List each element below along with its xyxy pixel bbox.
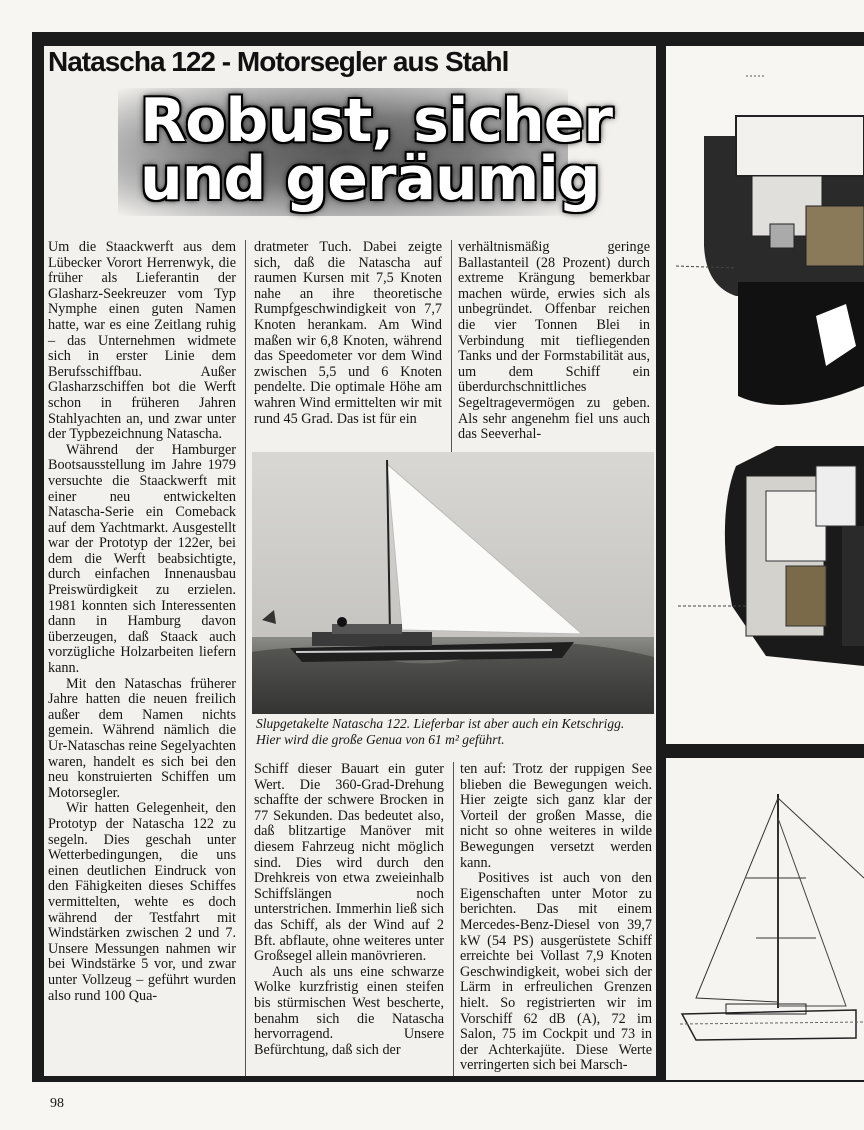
sailboat-photo-image bbox=[252, 452, 654, 714]
column-3 bbox=[458, 240, 650, 443]
paragraph: Schiff dieser Bauart ein guter Wert. Die 360-Grad-Drehung schaffte der schwere Brocken in 77 Sekunden. Das bedeutet also, daß blitzartige Manöver mit diesem Fahrzeug nicht möglich sind. Dies wird durch den Drehkreis von etwa zweieinhalb Schiffslängen noch unterstrichen. Immerhin ließ sich das Schiff, als der Wind auf 2 Bft. abflaute, ohne weiteres unter Großsegel allein manövrieren. bbox=[254, 761, 444, 965]
paragraph: Um die Staackwerft aus dem Lübecker Vorort Herrenwyk, die früher als Lieferantin der Glasharz-Seekreuzer vom Typ Nymphe einen guten Namen hatte, war es eine Zeitlang ruhig – das Unternehmen widmete sich in erster Linie dem Berufsschiffbau. Außer Glasharzschiffen bot die Werft schon in früheren Jahren Stahlyachten an, und zwar unter der Typbezeichnung Natascha. bbox=[48, 239, 236, 443]
paragraph: verhältnismäßig geringe Ballastanteil (28 Prozent) durch extreme Krängung bemerkbar machen würde, erwies sich als unbegründet. Offenbar reichen die vier Tonnen Blei in Verbindung mit tiefliegenden Tanks und der Formstabilität aus, um dem Schiff ein überdurchschnittliches Segeltragevermögen zu geben. Als sehr angenehm fiel uns auch das Seeverhal- bbox=[458, 239, 650, 443]
page-number: 98 bbox=[50, 1096, 64, 1111]
deck-plan-drawing bbox=[666, 46, 864, 744]
photo-caption: Slupgetakelte Natascha 122. Lieferbar ist aber auch ein Ketschrigg. Hier wird die große Genua von 61 m² geführt. bbox=[256, 716, 625, 747]
paragraph: Wir hatten Gelegenheit, den Prototyp der Natascha 122 zu segeln. Dies geschah unter Wetterbedingungen, die uns einen deutlichen Eindruck von den Fähigkeiten dieses Schiffes vermittelten, wehte es doch während der Testfahrt mit Windstärken zwischen 2 und 7. Unsere Messungen nahmen wir bei Windstärke 5 vor, und zwar unter Vollzeug – geführt wurden also rund 100 Qua- bbox=[48, 800, 236, 1004]
paragraph: ten auf: Trotz der ruppigen See blieben die Bewegungen weich. Hier zeigte sich ganz klar der Vorteil der großen Masse, die nicht so ohne weiteres in wilde Bewegungen versetzt werden kann. bbox=[460, 761, 652, 871]
headline bbox=[140, 86, 613, 214]
paragraph: dratmeter Tuch. Dabei zeigte sich, daß die Natascha auf raumen Kursen mit 7,5 Knoten nahe an ihre theoretische Rumpfgeschwindigkeit von 7,7 Knoten herankam. Am Wind maßen wir 6,8 Knoten, während das Speedometer vor dem Wind zwischen 5,5 und 6 Knoten pendelte. Die optimale Höhe am wahren Wind ermittelten wir mit rund 45 Grad. Das ist für ein bbox=[254, 239, 442, 427]
headline-line-1: Robust, sicher bbox=[140, 86, 613, 156]
article-title: Natascha 122 - Motorsegler aus Stahl bbox=[48, 46, 509, 77]
column-1 bbox=[48, 240, 236, 1004]
column-5 bbox=[460, 762, 652, 1074]
sail-plan-drawing bbox=[666, 758, 864, 1080]
headline-line-2: und geräumig bbox=[140, 144, 600, 214]
sail-plan-image bbox=[666, 758, 864, 1080]
paragraph: Auch als uns eine schwarze Wolke kurzfristig einen steifen bis stürmischen West bescherte, benahm sich die Natascha hervorragend. Unsere Befürchtung, daß sich der bbox=[254, 963, 444, 1058]
column-divider bbox=[453, 762, 454, 1076]
paragraph: Während der Hamburger Bootsausstellung im Jahre 1979 versuchte die Staackwerft mit einer neu entwickelten Natascha-Serie ein Comeback auf dem Yachtmarkt. Ausgestellt war der Prototyp der 122er, bei dem die Werft beabsichtigte, durch einfachen Innenausbau Preiswürdigkeit zu erzielen. 1981 konnten sich Interessenten dann in Hamburg davon überzeugen, daß Staack auch vorzügliche Holzarbeiten liefern kann. bbox=[48, 441, 236, 677]
interior-plan-image bbox=[666, 46, 864, 744]
column-2 bbox=[254, 240, 442, 427]
paragraph: Positives ist auch von den Eigenschaften unter Motor zu berichten. Das mit einem Mercedes-Benz-Diesel von 39,7 kW (54 PS) ausgerüstete Schiff erreichte bei Vollast 7,9 Knoten Geschwindigkeit, wobei sich der Lärm in erfreulichen Grenzen hielt. So registrierten wir im Vorschiff 62 dB (A), 72 im Salon, 75 im Cockpit und 73 in der Achterkajüte. Diese Werte verringerten sich bei Marsch- bbox=[460, 870, 652, 1074]
column-4 bbox=[254, 762, 444, 1058]
yacht-photo bbox=[252, 452, 654, 714]
column-divider bbox=[245, 240, 246, 1076]
paragraph: Mit den Nataschas früherer Jahre hatten die neuen freilich außer dem Namen nichts gemein. Während nämlich die Ur-Nataschas reine Segelyachten waren, handelt es sich bei den neu konstruierten Schiffen um Motorsegler. bbox=[48, 675, 237, 801]
column-divider bbox=[451, 240, 452, 452]
